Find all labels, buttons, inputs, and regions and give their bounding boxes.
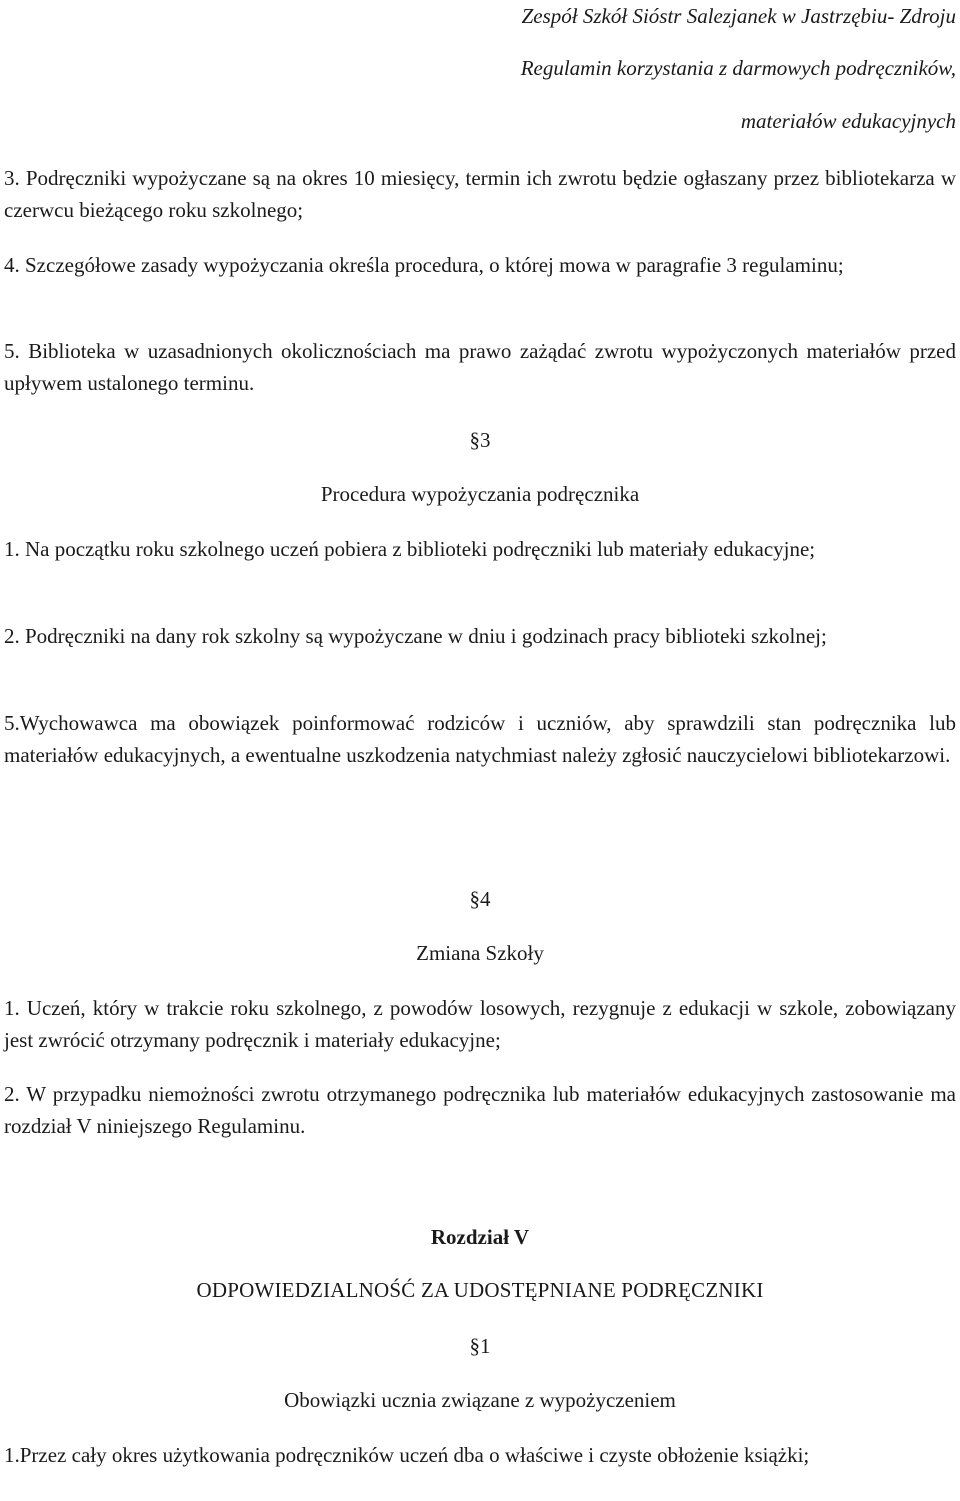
list-item: 2. Podręczniki na dany rok szkolny są wypożyczane w dniu i godzinach pracy biblioteki szkolnej; [4,624,827,648]
chapter-heading: Rozdział V [430,1225,530,1249]
list-item: 5.Wychowawca ma obowiązek poinformować rodziców i uczniów, aby sprawdzili stan podręcznika lub materiałów edukacyjnych, a ewentualne uszkodzenia natychmiast należy zgłosić nauczycielowi bibliotekarzowi. [4,711,956,767]
paragraph-number: §3 [469,428,491,452]
paragraph-number: §1 [469,1334,491,1358]
section-title: Procedura wypożyczania podręcznika [320,482,640,506]
list-item: 1. Na początku roku szkolnego uczeń pobiera z biblioteki podręczniki lub materiały edukacyjne; [4,537,816,561]
list-item: 2. W przypadku niemożności zwrotu otrzymanego podręcznika lub materiałów edukacyjnych zastosowanie ma rozdział V niniejszego Regulaminu. [4,1082,956,1138]
list-item: 1.Przez cały okres użytkowania podręczników uczeń dba o właściwe i czyste obłożenie książki; [4,1443,810,1467]
list-item: 3. Podręczniki wypożyczane są na okres 10 miesięcy, termin ich zwrotu będzie ogłaszany przez bibliotekarza w czerwcu bieżącego roku szkolnego; [4,166,956,222]
section-title: Obowiązki ucznia związane z wypożyczeniem [284,1388,676,1412]
list-item: 1. Uczeń, który w trakcie roku szkolnego, z powodów losowych, rezygnuje z edukacji w szkole, zobowiązany jest zwrócić otrzymany podręcznik i materiały edukacyjne; [4,996,956,1052]
list-item: 4. Szczegółowe zasady wypożyczania określa procedura, o której mowa w paragrafie 3 regulaminu; [4,253,844,277]
list-item: 5. Biblioteka w uzasadnionych okolicznościach ma prawo zażądać zwrotu wypożyczonych materiałów przed upływem ustalonego terminu. [4,339,956,395]
section-title: Zmiana Szkoły [416,941,544,965]
header-regulation-subtitle: materiałów edukacyjnych [740,109,956,133]
paragraph-number: §4 [469,887,491,911]
header-regulation-title: Regulamin korzystania z darmowych podręczników, [520,56,956,80]
header-school-name: Zespół Szkół Sióstr Salezjanek w Jastrzębiu- Zdroju [521,4,956,28]
chapter-title: ODPOWIEDZIALNOŚĆ ZA UDOSTĘPNIANE PODRĘCZNIKI [196,1278,764,1302]
